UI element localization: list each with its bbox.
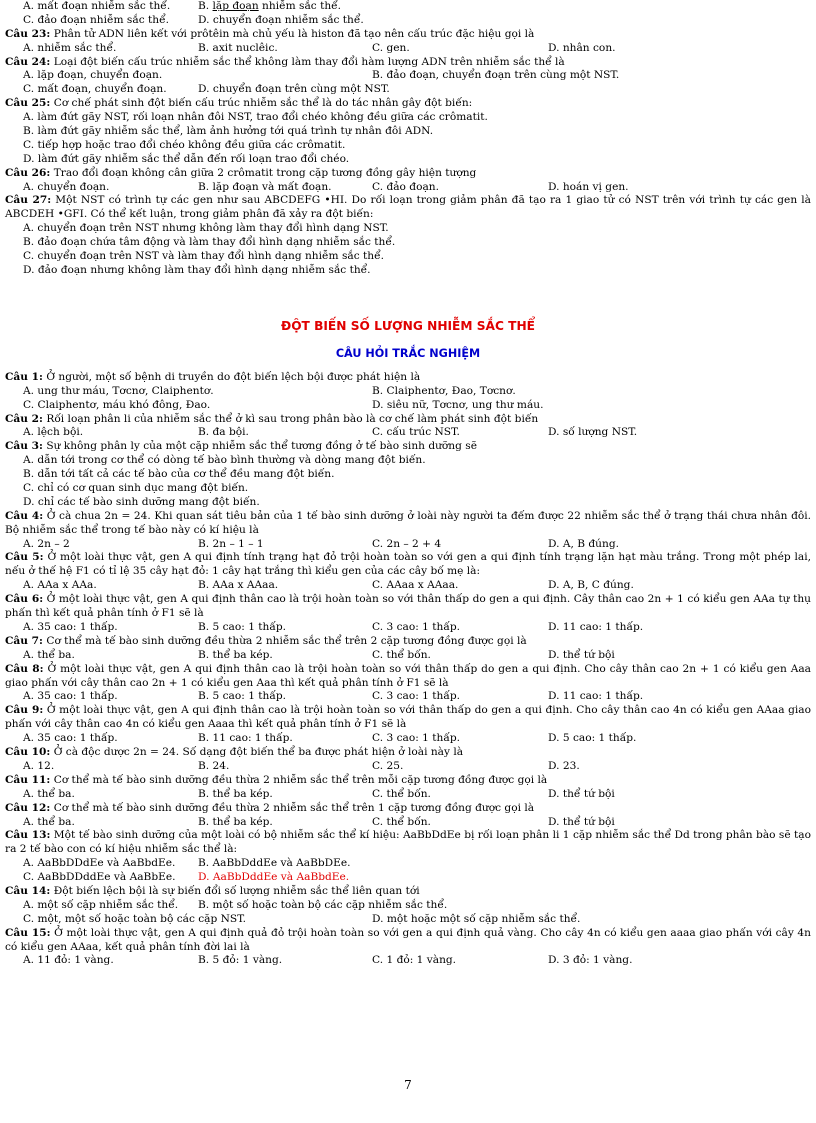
question-27: Câu 27: Một NST có trình tự các gen như sau ABCDEFG •HI. Do rối loạn trong giảm phân đã tạo ra 1 giao tử có NST trên với trình tự các gen là ABCDEH •GFI. Có thể kết luận, trong giảm phân đã xảy ra đột biến: [5,194,811,221]
option: D. nhân con. [548,41,616,54]
option: C. chuyển đoạn trên NST và làm thay đổi hình dạng nhiễm sắc thể. [23,250,384,263]
option: D. A, B, C đúng. [548,579,634,592]
question-number: Câu 2: [5,412,43,425]
option: D. siêu nữ, Tơcnơ, ung thư máu. [372,398,544,411]
option: C. AAaa x AAaa. [372,579,459,592]
question-number: Câu 11: [5,773,51,786]
question-8: Câu 8: Ở một loài thực vật, gen A qui định thân cao là trội hoàn toàn so với thân thấp do gen a qui định. Cho cây thân cao 2n + 1 có kiểu gen Aaa giao phấn với cây thân cao 2n + 1 có kiểu gen Aaa thì kết quả phân tính ở F1 sẽ là [5,662,811,689]
question-5: Câu 5: Ở một loài thực vật, gen A qui định tính trạng hạt đỏ trội hoàn toàn so với gen a qui định tính trạng lặn hạt màu trắng. Trong một phép lai, nếu ở thế hệ F1 có tỉ lệ 35 cây hạt đỏ: 1 cây hạt trắng thì kiểu gen của các cây bố mẹ là: [5,551,811,578]
option: D. chuyển đoạn trên cùng một NST. [198,83,390,96]
question-10: Câu 10: Ở cà độc dược 2n = 24. Số dạng đột biến thể ba được phát hiện ở loài này là [5,746,464,759]
option-row [5,42,811,56]
question-number: Câu 26: [5,166,51,179]
option: C. thể bốn. [372,815,431,828]
option: B. làm đứt gãy nhiễm sắc thể, làm ảnh hưởng tới quá trình tự nhân đôi ADN. [23,125,434,138]
option: B. thể ba kép. [198,648,273,661]
option-highlighted: D. AaBbDddEe và AaBbdEe. [198,871,350,884]
option: A. chuyển đoạn trên NST nhưng không làm thay đổi hình dạng NST. [23,222,389,235]
option: A. nhiễm sắc thể. [23,41,117,54]
option: D. thể tứ bội [548,787,615,800]
option: C. 1 đỏ: 1 vàng. [372,954,457,967]
question-number: Câu 27: [5,194,52,207]
question-9: Câu 9: Ở một loài thực vật, gen A qui định thân cao là trội hoàn toàn so với thân thấp do gen a qui định. Cho cây thân cao 4n có kiểu gen AAaa giao phấn với cây thân cao 4n có kiểu gen Aaaa thì kết quả phân tính ở F1 sẽ là [5,704,811,731]
question-number: Câu 24: [5,55,51,68]
option-row [5,788,811,802]
option: A. thể ba. [23,815,75,828]
option-row [5,14,811,28]
option: A. 35 cao: 1 thấp. [23,620,118,633]
option: C. cấu trúc NST. [372,426,460,439]
option: C. 3 cao: 1 thấp. [372,690,460,703]
question-number: Câu 25: [5,97,51,110]
option-row [5,899,811,913]
option-row [5,913,811,927]
option: A. làm đứt gãy NST, rối loạn nhân đôi NST, trao đổi chéo không đều giữa các crômatit. [23,111,488,124]
option: D. 11 cao: 1 thấp. [548,620,644,633]
question-12: Câu 12: Cơ thể mà tế bào sinh dưỡng đều thừa 2 nhiễm sắc thể trên 1 cặp tương đồng được gọi là [5,801,535,814]
option: B. thể ba kép. [198,787,273,800]
option: B. lặp đoạn nhiễm sắc thể. [198,0,342,12]
option: D. 23. [548,759,580,772]
option-row [5,760,811,774]
option: D. chuyển đoạn nhiễm sắc thể. [198,13,364,26]
question-number: Câu 7: [5,634,43,647]
option: C. tiếp hợp hoặc trao đổi chéo không đều giữa các crômatit. [23,138,346,151]
option-row [5,83,811,97]
option: A. ung thư máu, Tơcnơ, Claiphentơ. [23,384,214,397]
option-row [5,690,811,704]
option: D. số lượng NST. [548,426,638,439]
option: B. AAa x AAaa. [198,579,279,592]
option: D. 3 đỏ: 1 vàng. [548,954,633,967]
question-number: Câu 1: [5,370,43,383]
option: B. 24. [198,759,230,772]
option: B. 11 cao: 1 thấp. [198,732,293,745]
option: C. Claiphentơ, máu khó đông, Đao. [23,398,211,411]
option-row [5,857,811,871]
option-row [5,399,811,413]
option: A. lặp đoạn, chuyển đoạn. [23,69,163,82]
option: C. một, một số hoặc toàn bộ các cặp NST. [23,912,247,925]
question-number: Câu 6: [5,593,44,606]
question-3: Câu 3: Sự không phân ly của một cặp nhiễm sắc thể tương đồng ở tế bào sinh dưỡng sẽ [5,440,477,453]
option: B. axit nuclêic. [198,41,278,54]
section-title: ĐỘT BIẾN SỐ LƯỢNG NHIỄM SẮC THỂ [280,318,535,333]
question-number: Câu 5: [5,551,44,564]
question-number: Câu 13: [5,829,51,842]
option: A. AAa x AAa. [23,579,97,592]
question-number: Câu 23: [5,27,51,40]
page-number: 7 [404,1078,412,1092]
option: C. 2n – 2 + 4 [372,537,442,550]
option: B. AaBbDddEe và AaBbDEe. [198,857,351,870]
option-row [5,69,811,83]
question-6: Câu 6: Ở một loài thực vật, gen A qui định thân cao là trội hoàn toàn so với thân thấp do gen a qui định. Cây thân cao 2n + 1 có kiểu gen AAa tự thụ phấn thì kết quả phân tính ở F1 sẽ là [5,593,812,620]
option-row [5,579,811,593]
option: A. 11 đỏ: 1 vàng. [23,954,114,967]
option: A. 2n – 2 [23,537,70,550]
option: D. chỉ các tế bào sinh dưỡng mang đột biến. [23,495,260,508]
question-13: Câu 13: Một tế bào sinh dưỡng của một loài có bộ nhiễm sắc thể kí hiệu: AaBbDdEe bị rối loạn phân li 1 cặp nhiễm sắc thể Dd trong phân bào sẽ tạo ra 2 tế bào con có kí hiệu nhiễm sắc thể là: [5,829,811,856]
option: A. lệch bội. [23,426,84,439]
option-row [5,621,811,635]
question-2: Câu 2: Rối loạn phân li của nhiễm sắc thể ở kì sau trong phân bào là cơ chế làm phát sinh đột biến [5,412,539,425]
option: A. AaBbDDdEe và AaBbdEe. [23,857,176,870]
question-7: Câu 7: Cơ thể mà tế bào sinh dưỡng đều thừa 2 nhiễm sắc thể trên 2 cặp tương đồng được gọi là [5,634,527,647]
option: B. thể ba kép. [198,815,273,828]
option: B. 2n – 1 – 1 [198,537,264,550]
option: C. 3 cao: 1 thấp. [372,620,460,633]
option: D. 5 cao: 1 thấp. [548,732,637,745]
option: D. một hoặc một số cặp nhiễm sắc thể. [372,912,581,925]
option-row [5,649,811,663]
question-number: Câu 9: [5,704,44,717]
question-number: Câu 8: [5,662,44,675]
question-number: Câu 14: [5,884,51,897]
question-23: Câu 23: Phân tử ADN liên kết với prôtêin mà chủ yếu là histon đã tạo nên cấu trúc đặc hiệu gọi là [5,27,535,40]
option: B. lặp đoạn và mất đoạn. [198,180,332,193]
option: C. 3 cao: 1 thấp. [372,732,460,745]
option: B. một số hoặc toàn bộ các cặp nhiễm sắc thể. [198,898,448,911]
option-row [5,385,811,399]
option: A. dẫn tới trong cơ thể có dòng tế bào bình thường và dòng mang đột biến. [23,454,426,467]
question-26: Câu 26: Trao đổi đoạn không cân giữa 2 crômatit trong cặp tương đồng gây hiện tượng [5,166,477,179]
document-page [5,0,811,968]
question-25: Câu 25: Cơ chế phát sinh đột biến cấu trúc nhiễm sắc thể là do tác nhân gây đột biến: [5,97,473,110]
question-number: Câu 15: [5,926,51,939]
section-subtitle: CÂU HỎI TRẮC NGHIỆM [335,346,481,360]
option: C. đảo đoạn nhiễm sắc thể. [23,13,169,26]
option: C. 25. [372,759,404,772]
option-row [5,538,811,552]
option: B. Claiphentơ, Đao, Tơcnơ. [372,384,516,397]
option: B. 5 đỏ: 1 vàng. [198,954,283,967]
question-15: Câu 15: Ở một loài thực vật, gen A qui định quả đỏ trội hoàn toàn so với gen a qui định quả vàng. Cho cây 4n có kiểu gen aaaa giao phấn với cây 4n có kiểu gen AAaa, kết quả phân tính đời lai là [5,926,811,953]
option: A. thể ba. [23,648,75,661]
option: C. thể bốn. [372,648,431,661]
option: D. thể tứ bội [548,648,615,661]
option: D. làm đứt gãy nhiễm sắc thể dẫn đến rối loạn trao đổi chéo. [23,152,350,165]
option: D. thể tứ bội [548,815,615,828]
option: C. đảo đoạn. [372,180,439,193]
option-row [5,816,811,830]
option: D. hoán vị gen. [548,180,629,193]
option: A. một số cặp nhiễm sắc thể. [23,898,179,911]
question-number: Câu 12: [5,801,51,814]
option: D. A, B đúng. [548,537,619,550]
question-number: Câu 3: [5,440,43,453]
option: A. 12. [23,759,55,772]
question-number: Câu 4: [5,509,44,522]
option: A. chuyển đoạn. [23,180,110,193]
option: B. 5 cao: 1 thấp. [198,620,287,633]
question-4: Câu 4: Ở cà chua 2n = 24. Khi quan sát tiêu bản của 1 tế bào sinh dưỡng ở loài này người ta đếm được 22 nhiễm sắc thể ở trạng thái chưa nhân đôi. Bộ nhiễm sắc thể trong tế bào này có kí hiệu là [5,509,812,536]
option: B. dẫn tới tất cả các tế bào của cơ thể đều mang đột biến. [23,468,335,481]
option-row [5,0,811,14]
option-row [5,181,811,195]
option: A. mất đoạn nhiễm sắc thể. [23,0,171,12]
option: C. AaBbDDddEe và AaBbEe. [23,871,176,884]
option: A. 35 cao: 1 thấp. [23,732,118,745]
option: B. 5 cao: 1 thấp. [198,690,287,703]
question-number: Câu 10: [5,746,51,759]
option: D. 11 cao: 1 thấp. [548,690,644,703]
option: C. chỉ có cơ quan sinh dục mang đột biến. [23,481,249,494]
option: B. đa bội. [198,426,249,439]
option: B. đảo đoạn chứa tâm động và làm thay đổi hình dạng nhiễm sắc thể. [23,236,396,249]
question-14: Câu 14: Đột biến lệch bội là sự biến đổi số lượng nhiễm sắc thể liên quan tới [5,884,420,897]
option: C. mất đoạn, chuyển đoạn. [23,83,167,96]
option: A. thể ba. [23,787,75,800]
option: A. 35 cao: 1 thấp. [23,690,118,703]
option: B. đảo đoạn, chuyển đoạn trên cùng một NST. [372,69,620,82]
question-11: Câu 11: Cơ thể mà tế bào sinh dưỡng đều thừa 2 nhiễm sắc thể trên mỗi cặp tương đồng được gọi là [5,773,548,786]
option-row [5,871,811,885]
question-1: Câu 1: Ở người, một số bệnh di truyền do đột biến lệch bội được phát hiện là [5,370,421,383]
option: C. gen. [372,41,410,54]
question-24: Câu 24: Loại đột biến cấu trúc nhiễm sắc thể không làm thay đổi hàm lượng ADN trên nhiễm sắc thể là [5,55,565,68]
option-row [5,732,811,746]
option-row [5,426,811,440]
option: D. đảo đoạn nhưng không làm thay đổi hình dạng nhiễm sắc thể. [23,263,371,276]
option: C. thể bốn. [372,787,431,800]
option-row [5,954,811,968]
